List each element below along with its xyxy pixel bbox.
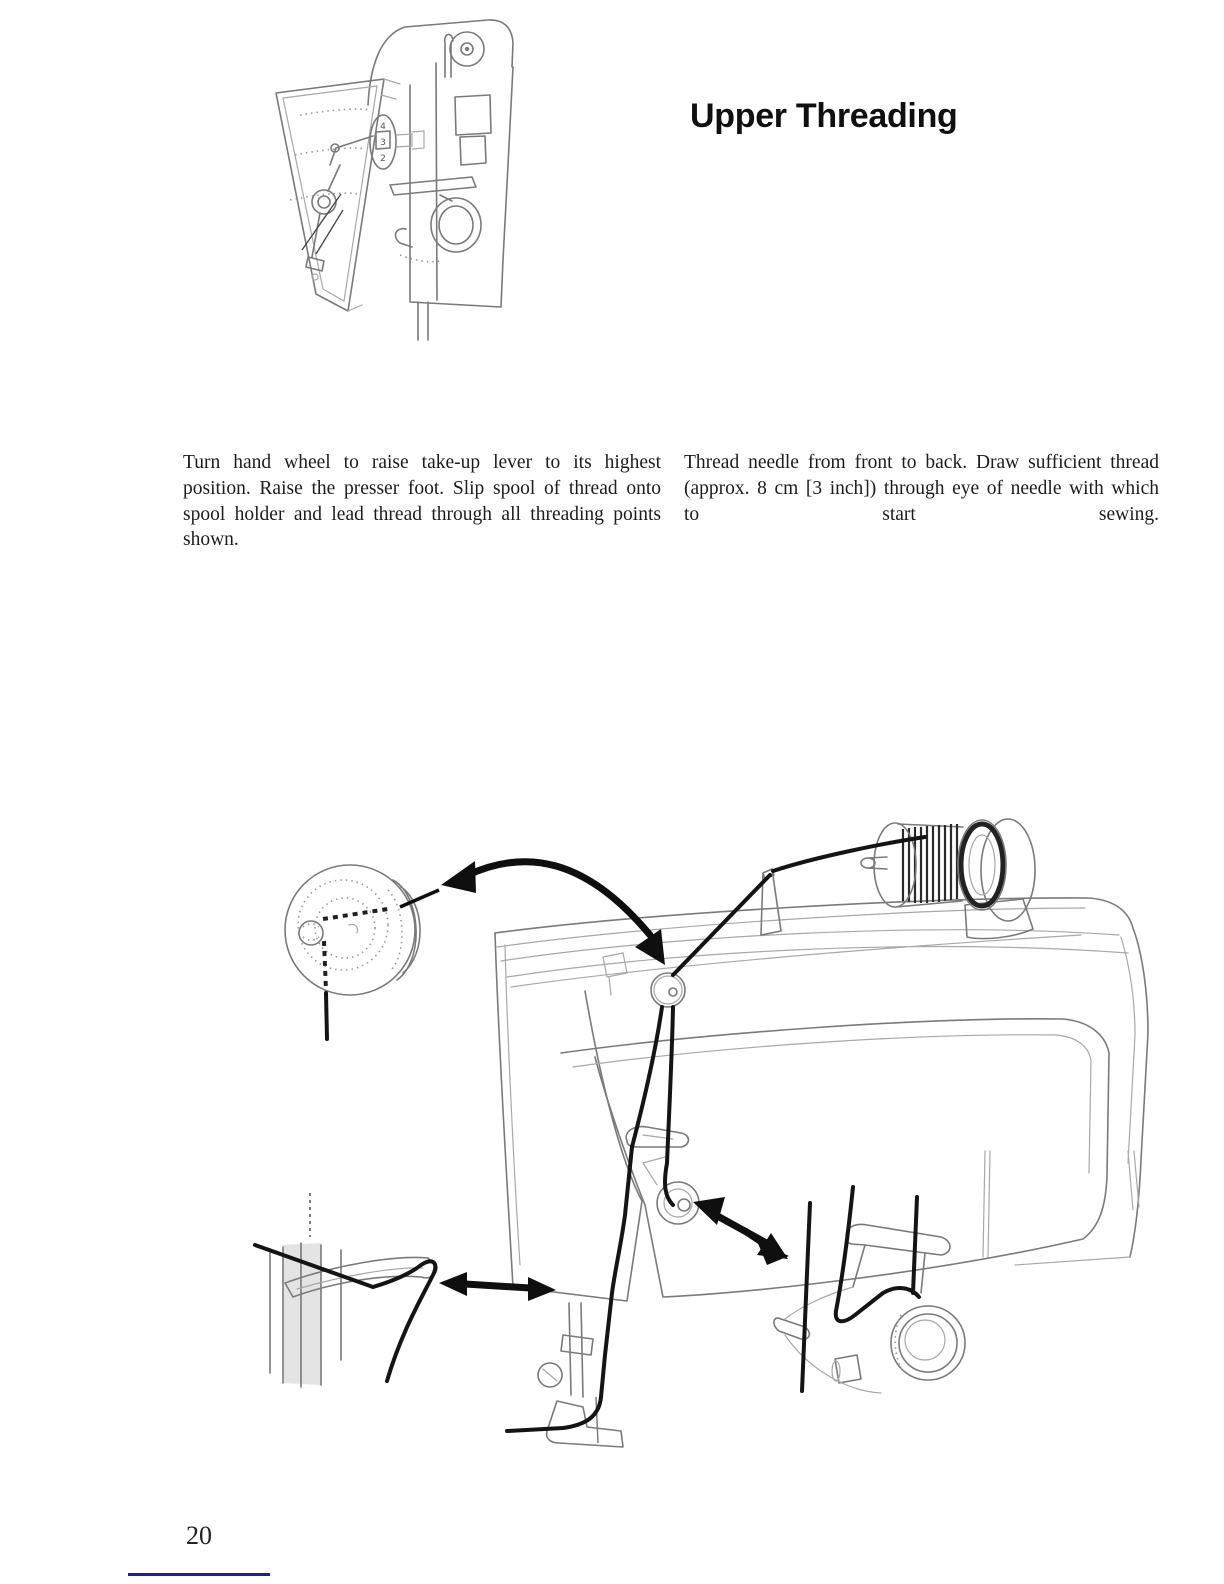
dial-number-4: 4 [380, 122, 386, 132]
hand-wheel-pulley [450, 32, 484, 66]
spool-flange-ring [961, 824, 1003, 906]
dial-number-2: 2 [380, 154, 386, 164]
tension-dial [370, 115, 424, 169]
open-face-plate [276, 79, 400, 311]
lower-bracket-and-ring [390, 177, 481, 262]
dial-number-3: 3 [380, 138, 386, 148]
instruction-paragraph-right: Thread needle from front to back. Draw sufficient thread (approx. 8 cm [3 inch]) through eye of needle with which to start sewing. [684, 452, 1159, 525]
upper-threading-diagram [225, 795, 1165, 1475]
guide-double-arrow [439, 1272, 556, 1301]
pre-tension-guide-disc [603, 953, 685, 1007]
tension-assembly-detail [745, 1187, 965, 1393]
tension-disc-detail [285, 865, 420, 1039]
pointer-lines [302, 194, 343, 254]
instruction-column-left [183, 450, 661, 553]
machine-body [495, 898, 1148, 1301]
instruction-column-right [684, 450, 1159, 527]
page-title: Upper Threading [690, 97, 958, 135]
footer-rule [128, 1573, 270, 1576]
needle-clamp-guide-detail [255, 1193, 437, 1387]
curved-double-arrow [400, 861, 665, 965]
detail-thread-solid [326, 993, 327, 1039]
take-up-lever-mechanism [306, 136, 373, 280]
detail-thread-dashed-horizontal [323, 909, 388, 919]
page-number: 20 [186, 1521, 212, 1550]
machine-head-open-faceplate-illustration [240, 5, 540, 350]
instruction-paragraph-left: Turn hand wheel to raise take-up lever to its highest position. Raise the presser foot. Slip spool of thread onto spool holder and lead thread through all threading points shown. [183, 452, 661, 551]
thread-spool [861, 819, 1035, 939]
detail-pointer-arrow [745, 1231, 788, 1259]
tension-dial-on-machine [643, 1157, 699, 1224]
